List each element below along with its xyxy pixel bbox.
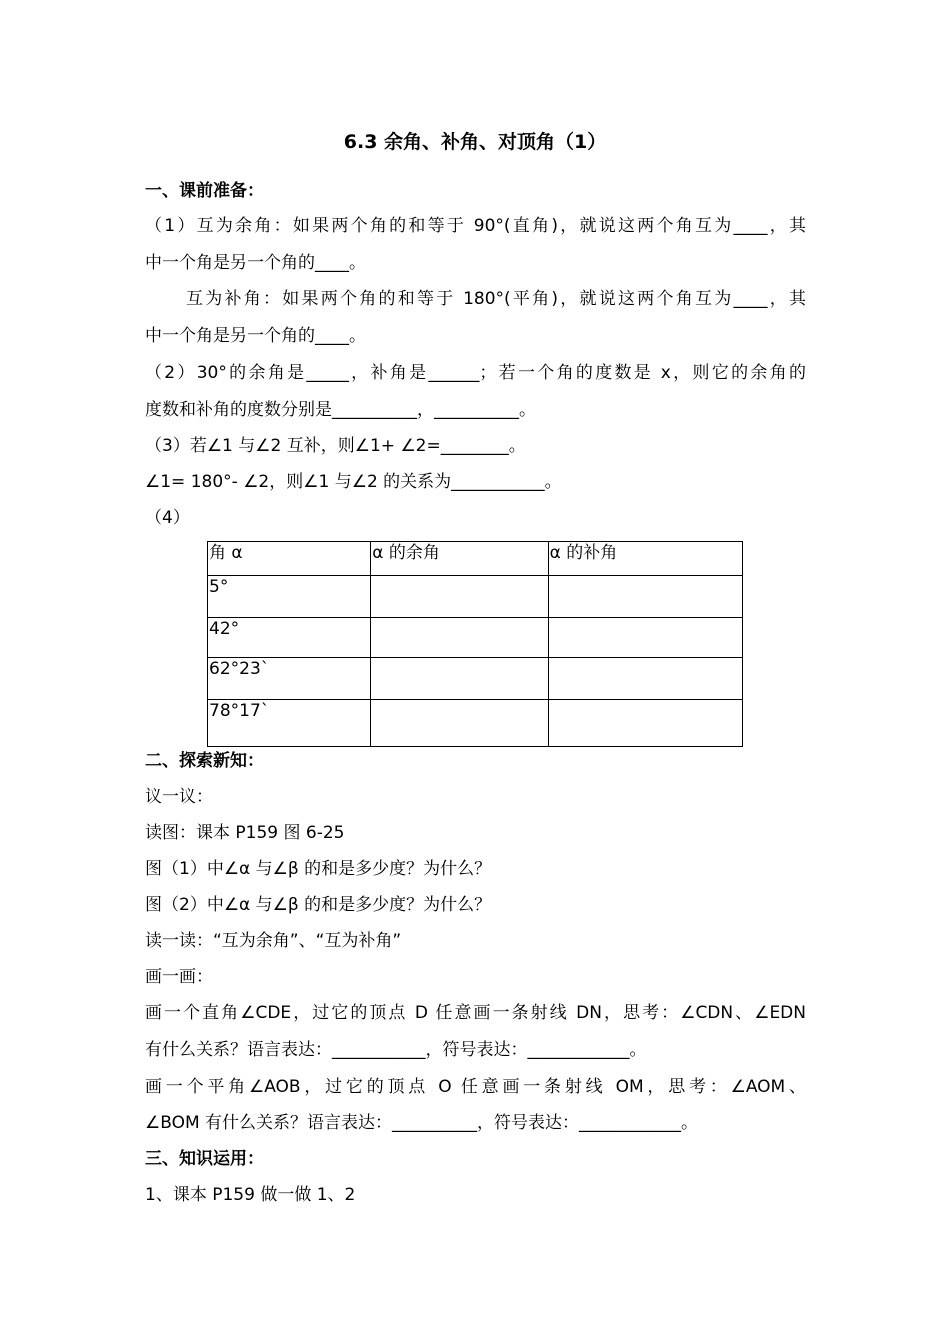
section2-l3: 图（1）中∠α 与∠β 的和是多少度？为什么？	[145, 859, 492, 879]
section2-l4: 图（2）中∠α 与∠β 的和是多少度？为什么？	[145, 895, 492, 915]
table-cell	[371, 658, 548, 700]
section2-l8: 有什么关系？语言表达：___________，符号表达：____________。	[145, 1040, 647, 1060]
table-row	[208, 618, 743, 658]
section3-l1: 1、课本 P159 做一做 1、2	[145, 1185, 356, 1205]
section1-p4a: （3）若∠1 与∠2 互补，则∠1+ ∠2=________。	[145, 436, 526, 456]
table-row	[208, 576, 743, 618]
section1-p5: （4）	[145, 508, 190, 528]
table-cell	[371, 618, 548, 658]
table-cell: 78°17`	[208, 700, 371, 747]
section1-p3b: 度数和补角的度数分别是__________，__________。	[145, 400, 536, 420]
section1-p1a: （1）互为余角：如果两个角的和等于 90°(直角)，就说这两个角互为____，其	[145, 216, 806, 236]
table-cell	[371, 576, 548, 618]
section2-l7: 画一个直角∠CDE，过它的顶点 D 任意画一条射线 DN，思考：∠CDN、∠EDN	[145, 1003, 806, 1023]
section1-p4b: ∠1= 180°- ∠2，则∠1 与∠2 的关系为___________。	[145, 472, 562, 492]
table-cell	[548, 576, 742, 618]
table-header-row	[208, 542, 743, 576]
section2-l2: 读图：课本 P159 图 6-25	[145, 823, 345, 843]
table-cell: 42°	[208, 618, 371, 658]
table-header-cell: 角 α	[208, 542, 371, 576]
table-header-cell: α 的余角	[371, 542, 548, 576]
section1-p1b: 中一个角是另一个角的____。	[145, 253, 366, 273]
table-cell: 5°	[208, 576, 371, 618]
section3-heading: 三、知识运用：	[145, 1149, 264, 1169]
table-row	[208, 658, 743, 700]
section2-l9: 画一个平角∠AOB，过它的顶点 O 任意画一条射线 OM，思考：∠AOM、	[145, 1077, 806, 1097]
table-cell	[548, 618, 742, 658]
table-cell	[548, 658, 742, 700]
section2-l6: 画一画：	[145, 967, 213, 987]
page-title: 6.3 余角、补角、对顶角（1）	[343, 131, 607, 153]
section1-p2b: 中一个角是另一个角的____。	[145, 326, 366, 346]
section2-l1: 议一议：	[145, 787, 213, 807]
section2-l5: 读一读：“互为余角”、“互为补角”	[145, 931, 402, 951]
section2-heading: 二、探索新知：	[145, 751, 264, 771]
section1-p2a: 互为补角：如果两个角的和等于 180°(平角)，就说这两个角互为____，其	[186, 289, 806, 309]
table-cell: 62°23`	[208, 658, 371, 700]
table-header-cell: α 的补角	[548, 542, 742, 576]
table-cell	[548, 700, 742, 747]
section1-p3a: （2）30°的余角是_____，补角是______；若一个角的度数是 x，则它的余角的	[145, 363, 806, 383]
angle-table	[207, 541, 743, 747]
table-row	[208, 700, 743, 747]
section2-l10: ∠BOM 有什么关系？语言表达：__________，符号表达：____________。	[145, 1113, 699, 1133]
table-cell	[371, 700, 548, 747]
section1-heading: 一、课前准备：	[145, 181, 264, 201]
